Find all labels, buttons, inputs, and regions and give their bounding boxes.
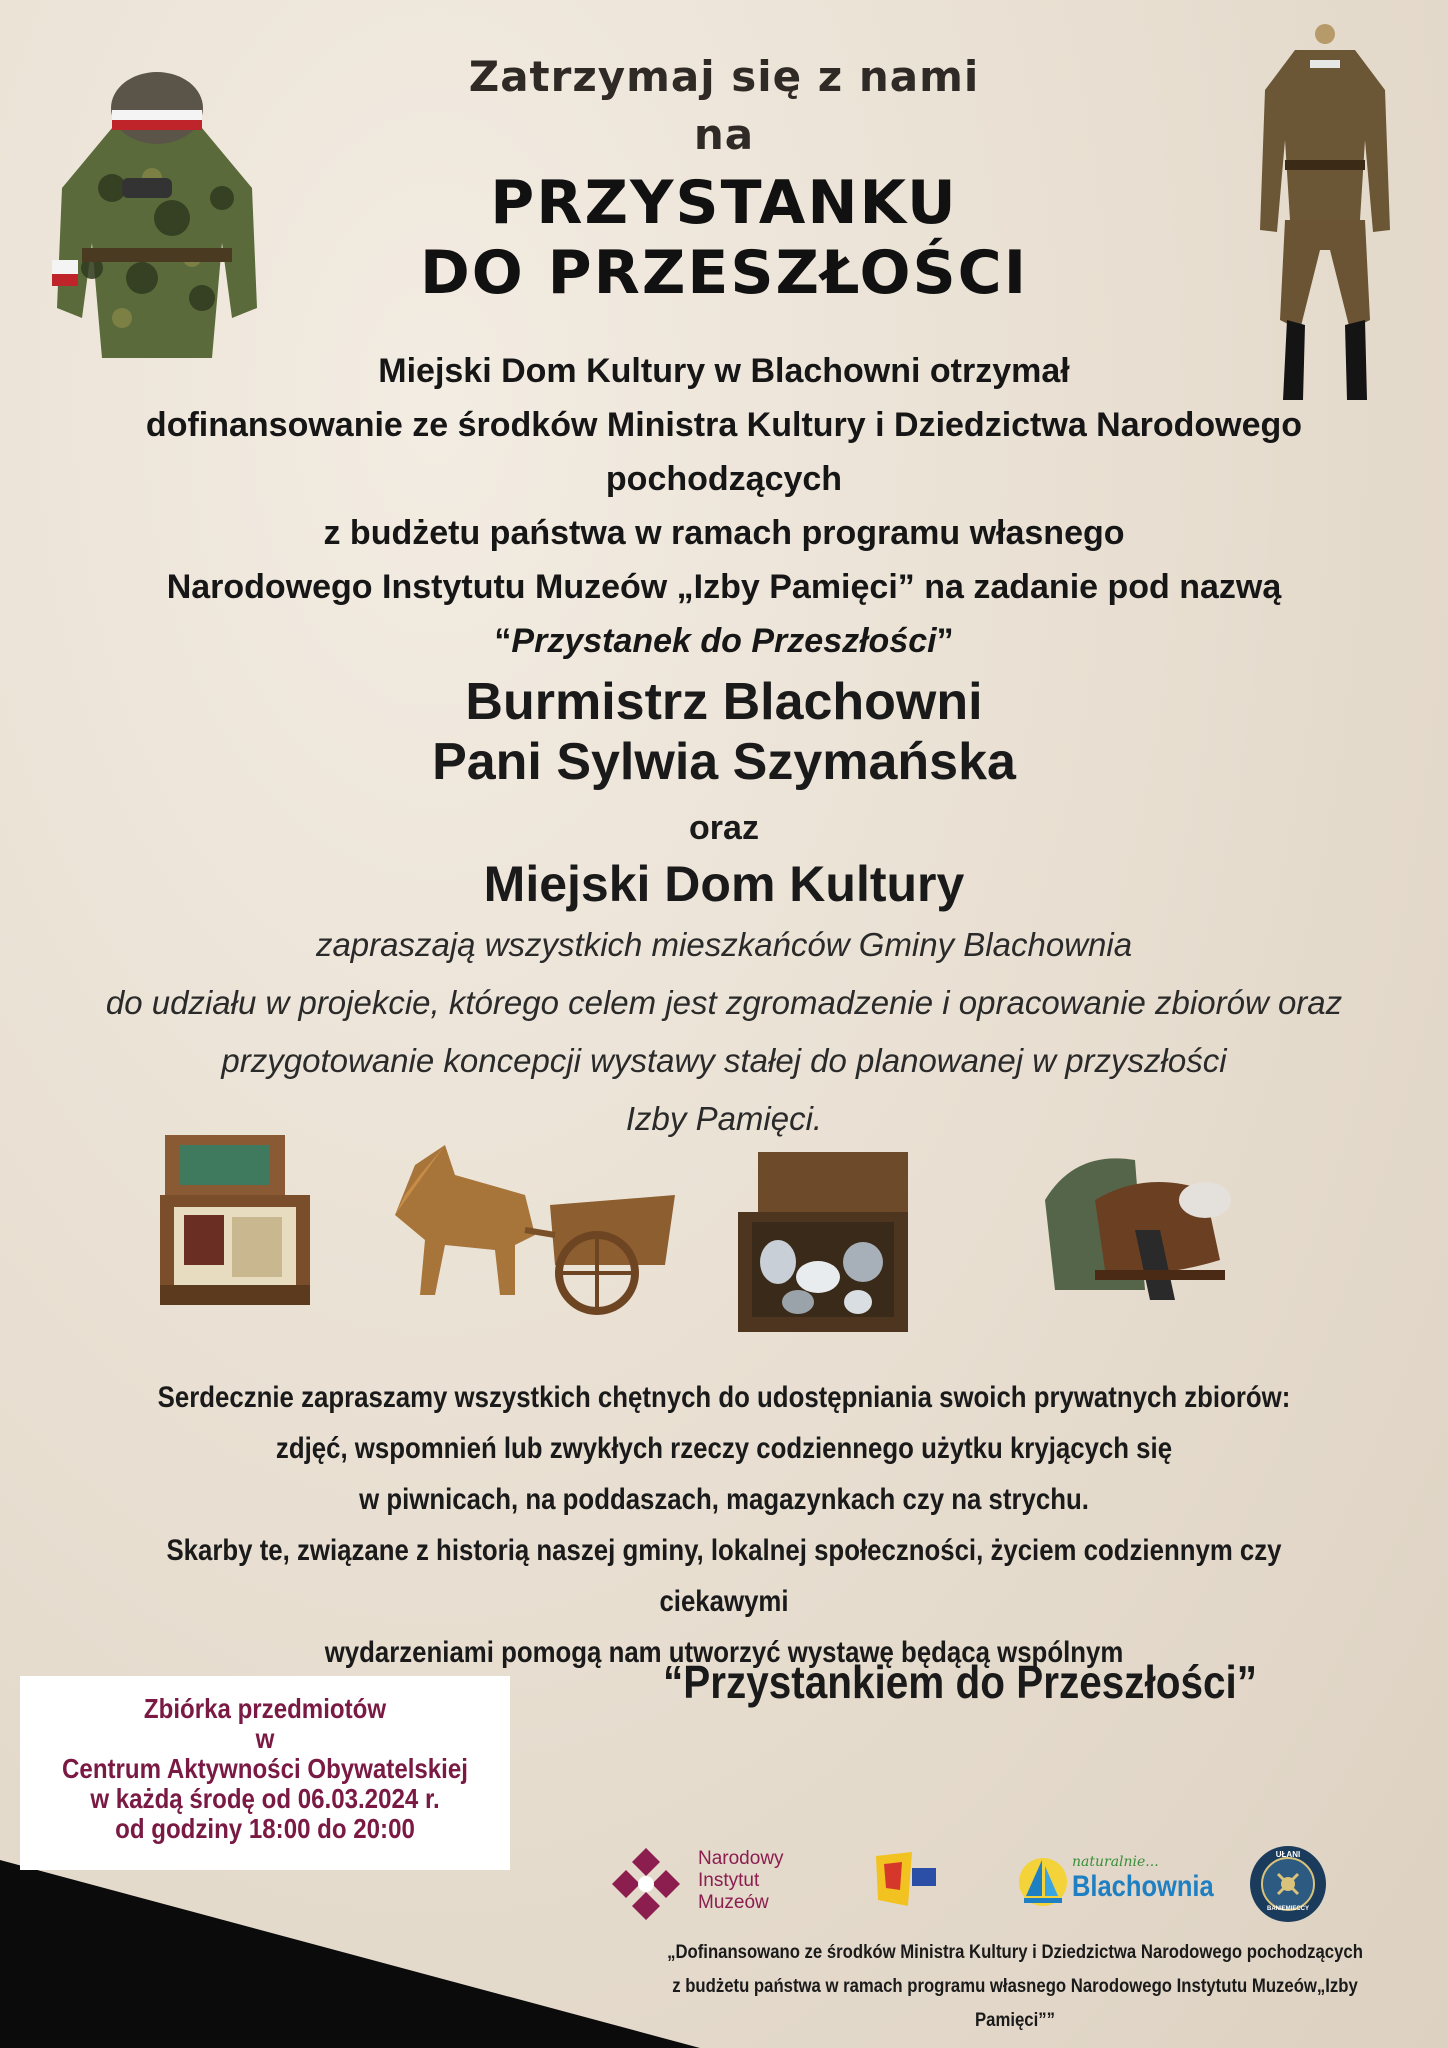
mayor-name: Pani Sylwia Szymańska [432,733,1016,791]
invitation-line: zapraszają wszystkich mieszkańców Gminy Blachownia [315,926,1133,963]
closing-slogan: “Przystankiem do Przeszłości” [663,1656,1257,1708]
invitation-line: przygotowanie koncepcji wystawy stałej do planowanej w przyszłości [221,1042,1227,1079]
header-title-line-2: DO PRZESZŁOŚCI [419,238,1029,308]
invitation-line: Izby Pamięci. [625,1100,823,1137]
ulani-bottom-text: BANIEMIECCY [1266,1906,1309,1912]
header-intro [0,48,1448,164]
funding-paragraph [0,344,1448,668]
invitation-line: do udziału w projekcie, którego celem jest zgromadzenie i opracowanie zbiorów oraz [105,984,1343,1021]
ulani-top-text: UŁANI [1275,1850,1301,1859]
call-line: Serdecznie zapraszamy wszystkich chętnych do udostępniania swoich prywatnych zbiorów: [157,1381,1291,1414]
blachownia-sailboat-icon [1018,1852,1068,1912]
mdk-logo-icon [872,1850,938,1910]
wooden-chest-illustration [160,1135,320,1315]
niam-logo-icon [608,1844,684,1924]
task-name: Przystanek do Przeszłości [511,622,937,660]
blachownia-tagline: naturalnie... [1072,1854,1159,1870]
niam-line: Narodowy [698,1848,784,1869]
niam-line: Instytut [698,1870,760,1891]
header-intro-line-1: Zatrzymaj się z nami [468,52,980,101]
header-title-line-1: PRZYSTANKU [490,168,958,238]
collection-line: w [255,1723,275,1754]
collection-line: Zbiórka przedmiotów [143,1693,387,1724]
conjunction: oraz [689,809,759,847]
collection-line: w każdą środę od 06.03.2024 r. [90,1783,440,1814]
task-name-line [0,614,1448,668]
invitation-paragraph [0,916,1448,1148]
collection-line: Centrum Aktywności Obywatelskiej [62,1753,468,1784]
call-to-action [101,1372,1346,1678]
corner-wedge-decoration [0,1860,700,2048]
mayor-title: Burmistrz Blachowni [465,673,983,731]
partner-logos [600,1840,1360,1930]
mayor-block [0,672,1448,792]
task-name-close-quote: ” [936,622,954,660]
task-name-open-quote: “ [494,622,512,660]
funding-line: pochodzących [605,460,843,498]
footer-line: z budżetu państwa w ramach programu własnego Narodowego Instytutu Muzeów„Izby Pamięci”” [672,1976,1358,2031]
call-line: wydarzeniami pomogą nam utworzyć wystawę będącą wspólnym [324,1636,1124,1669]
collection-line: od godziny 18:00 do 20:00 [115,1813,415,1844]
footer-line: „Dofinansowano ze środków Ministra Kultury i Dziedzictwa Narodowego pochodzących [667,1942,1363,1963]
header-title [0,168,1448,308]
call-line: Skarby te, związane z historią naszej gminy, lokalnej społeczności, życiem codziennym czy ciekawymi [166,1534,1282,1618]
funding-line: Miejski Dom Kultury w Blachowni otrzymał [378,352,1070,390]
saddle-illustration [1035,1140,1235,1310]
call-line: w piwnicach, na poddaszach, magazynkach czy na strychu. [359,1483,1089,1516]
niam-logo-text [698,1848,784,1914]
call-line: zdjęć, wspomnień lub zwykłych rzeczy codziennego użytku kryjących się [275,1432,1173,1465]
collection-info-box [20,1676,510,1870]
funding-line: z budżetu państwa w ramach programu własnego [323,514,1125,552]
tableware-box-illustration [738,1152,918,1342]
institution-name: Miejski Dom Kultury [483,856,965,912]
blachownia-name: Blachownia [1072,1870,1214,1903]
funding-footer [650,1936,1380,2038]
horse-and-cart-illustration [375,1135,685,1315]
funding-line: Narodowego Instytutu Muzeów „Izby Pamięci” na zadanie pod nazwą [166,568,1282,606]
niam-line: Muzeów [698,1892,769,1913]
header-intro-line-2: na [693,110,755,159]
funding-line: dofinansowanie ze środków Ministra Kultury i Dziedzictwa Narodowego [145,406,1303,444]
